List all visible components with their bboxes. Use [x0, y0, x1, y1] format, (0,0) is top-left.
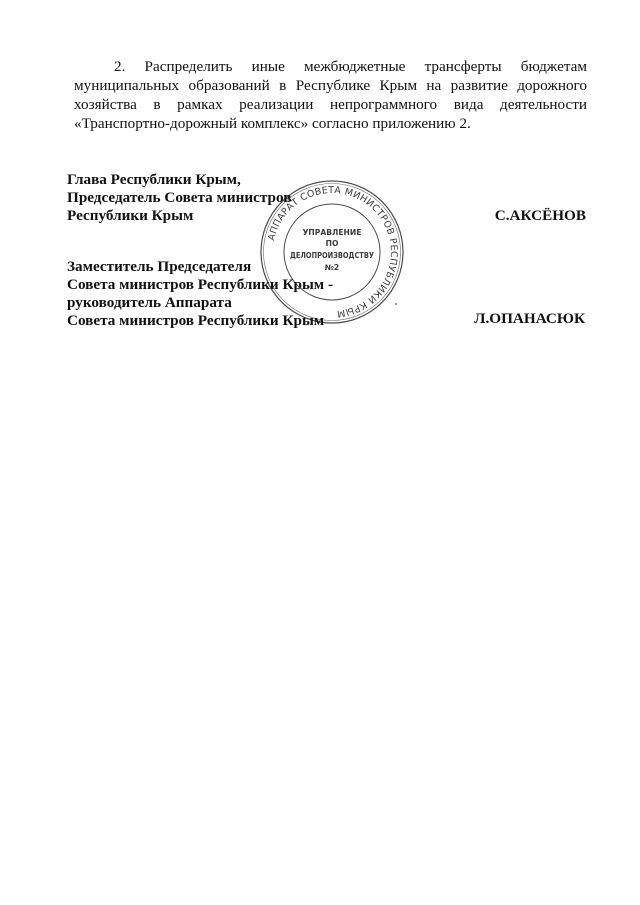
- stamp-center-line-3: ДЕЛОПРОИЗВОДСТВУ: [290, 251, 375, 260]
- signatory-2-name: Л.ОПАНАСЮК: [474, 310, 585, 327]
- signatory-1-title-line: Глава Республики Крым,: [67, 171, 241, 188]
- stamp-center-line-1: УПРАВЛЕНИЕ: [302, 228, 362, 237]
- signatory-2-title-line: Совета министров Республики Крым -: [67, 276, 333, 293]
- signatory-2-title-line: руководитель Аппарата: [67, 294, 232, 311]
- signatory-1-title-line: Председатель Совета министров: [67, 189, 292, 206]
- stamp-center-line-2: ПО: [325, 239, 339, 248]
- signatory-1-title-line: Республики Крым: [67, 207, 194, 224]
- stamp-center-line-4: №2: [324, 263, 340, 272]
- signatory-2-title-line: Совета министров Республики Крым: [67, 312, 325, 329]
- signatory-2-title: [67, 258, 333, 330]
- signatory-1-title: [67, 171, 291, 225]
- signatory-1-name: С.АКСЁНОВ: [494, 207, 586, 224]
- stamp-ring-text: АППАРАТ СОВЕТА МИНИСТРОВ РЕСПУБЛИКИ КРЫМ: [266, 184, 400, 319]
- decree-paragraph-2: 2. Распределить иные межбюджетные трансферты бюджетам муниципальных образований в Республике Крым на развитие дорожного хозяйства в рамках реализации непрограммного вида деятельности «Транспортно-дорожный комплекс» согласно приложению 2.: [74, 58, 587, 132]
- stamp-mark-dot: [395, 303, 397, 305]
- signatory-2-title-line: Заместитель Председателя: [67, 258, 252, 275]
